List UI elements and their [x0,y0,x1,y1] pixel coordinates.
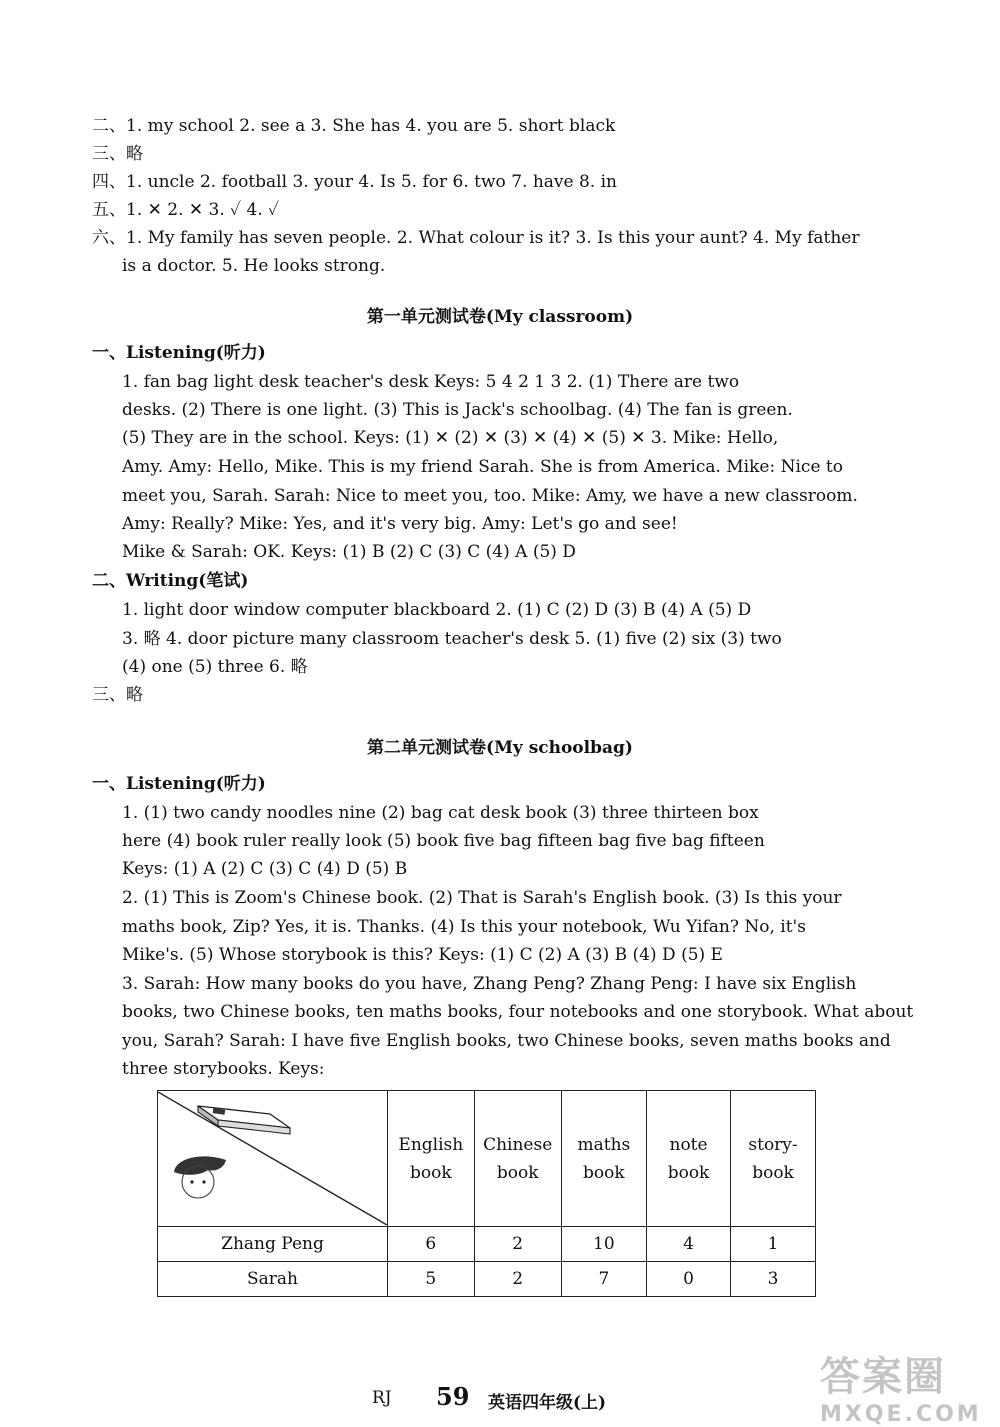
footer-book-title: 英语四年级(上) [488,1393,607,1413]
table-cell: 2 [474,1227,561,1262]
book-icon [198,1106,290,1134]
row-name: Zhang Peng [158,1227,388,1262]
answer-line-3: 三、略 [92,144,143,164]
unit1-line: Amy: Really? Mike: Yes, and it's very big. Amy: Let's go and see! [122,514,678,534]
answer-line-6-cont: is a doctor. 5. He looks strong. [122,256,386,276]
unit2-line: Mike's. (5) Whose storybook is this? Keys: (1) C (2) A (3) B (4) D (5) E [122,945,723,965]
watermark-logo [820,1345,990,1427]
table-cell: 10 [561,1227,646,1262]
table-row [158,1227,816,1262]
unit1-line: desks. (2) There is one light. (3) This is Jack's schoolbag. (4) The fan is green. [122,400,793,420]
answer-table [157,1090,816,1297]
watermark-text: 答案圈 [820,1354,946,1400]
unit1-writing-line: 1. light door window computer blackboard 2. (1) C (2) D (3) B (4) A (5) D [122,600,752,620]
unit1-part3: 三、略 [92,685,143,705]
answer-line-5: 五、1. ✕ 2. ✕ 3. ✓ 4. ✓ [92,200,280,220]
answer-line-2: 二、1. my school 2. see a 3. She has 4. you are 5. short black [92,116,616,136]
unit1-line: Mike & Sarah: OK. Keys: (1) B (2) C (3) C (4) A (5) D [122,542,576,562]
unit2-line: you, Sarah? Sarah: I have five English books, two Chinese books, seven maths books and [122,1031,891,1051]
answer-line-6: 六、1. My family has seven people. 2. What colour is it? 3. Is this your aunt? 4. My father [92,228,860,248]
table-cell: 3 [731,1262,816,1297]
unit2-line: 3. Sarah: How many books do you have, Zhang Peng? Zhang Peng: I have six English [122,974,857,994]
table-cell: 1 [731,1227,816,1262]
table-header-english: English book [388,1091,475,1227]
table-cell: 2 [474,1262,561,1297]
unit1-line: 1. fan bag light desk teacher's desk Keys: 5 4 2 1 3 2. (1) There are two [122,372,740,392]
unit2-line: here (4) book ruler really look (5) book five bag fifteen bag five bag fifteen [122,831,765,851]
page-number: 59 [436,1382,470,1411]
table-cell: 6 [388,1227,475,1262]
unit2-line: three storybooks. Keys: [122,1059,325,1079]
unit2-line: Keys: (1) A (2) C (3) C (4) D (5) B [122,859,408,879]
answer-line-4: 四、1. uncle 2. football 3. your 4. Is 5. for 6. two 7. have 8. in [92,172,617,192]
table-cell: 4 [647,1227,731,1262]
table-header-notebook: note book [647,1091,731,1227]
table-header-chinese: Chinese book [474,1091,561,1227]
unit1-writing-line: 3. 略 4. door picture many classroom teacher's desk 5. (1) five (2) six (3) two [122,629,782,649]
unit2-line: books, two Chinese books, ten maths books, four notebooks and one storybook. What about [122,1002,914,1022]
row-name: Sarah [158,1262,388,1297]
unit1-writing-label: 二、Writing(笔试) [92,571,249,591]
watermark-url: MXQE.COM [820,1402,982,1427]
table-header-storybook: story- book [731,1091,816,1227]
diagonal-header-cell [158,1091,388,1227]
unit1-line: Amy. Amy: Hello, Mike. This is my friend Sarah. She is from America. Mike: Nice to [122,457,843,477]
unit2-line: maths book, Zip? Yes, it is. Thanks. (4) Is this your notebook, Wu Yifan? No, it's [122,917,806,937]
child-face-icon [174,1156,226,1198]
unit1-writing-line: (4) one (5) three 6. 略 [122,657,308,677]
book-and-child-illustration [158,1092,387,1225]
table-cell: 7 [561,1262,646,1297]
table-row [158,1262,816,1297]
table-header-maths: maths book [561,1091,646,1227]
unit2-listening-label: 一、Listening(听力) [92,774,266,794]
unit2-line: 2. (1) This is Zoom's Chinese book. (2) That is Sarah's English book. (3) Is this your [122,888,842,908]
unit1-listening-label: 一、Listening(听力) [92,343,266,363]
unit2-line: 1. (1) two candy noodles nine (2) bag cat desk book (3) three thirteen box [122,803,759,823]
table-cell: 5 [388,1262,475,1297]
table-cell: 0 [647,1262,731,1297]
unit1-line: meet you, Sarah. Sarah: Nice to meet you, too. Mike: Amy, we have a new classroom. [122,486,858,506]
unit1-title: 第一单元测试卷(My classroom) [366,307,634,327]
unit2-title: 第二单元测试卷(My schoolbag) [367,738,633,758]
footer-edition: RJ [372,1388,392,1408]
unit1-line: (5) They are in the school. Keys: (1) ✕ (2) ✕ (3) ✕ (4) ✕ (5) ✕ 3. Mike: Hello, [122,428,779,448]
